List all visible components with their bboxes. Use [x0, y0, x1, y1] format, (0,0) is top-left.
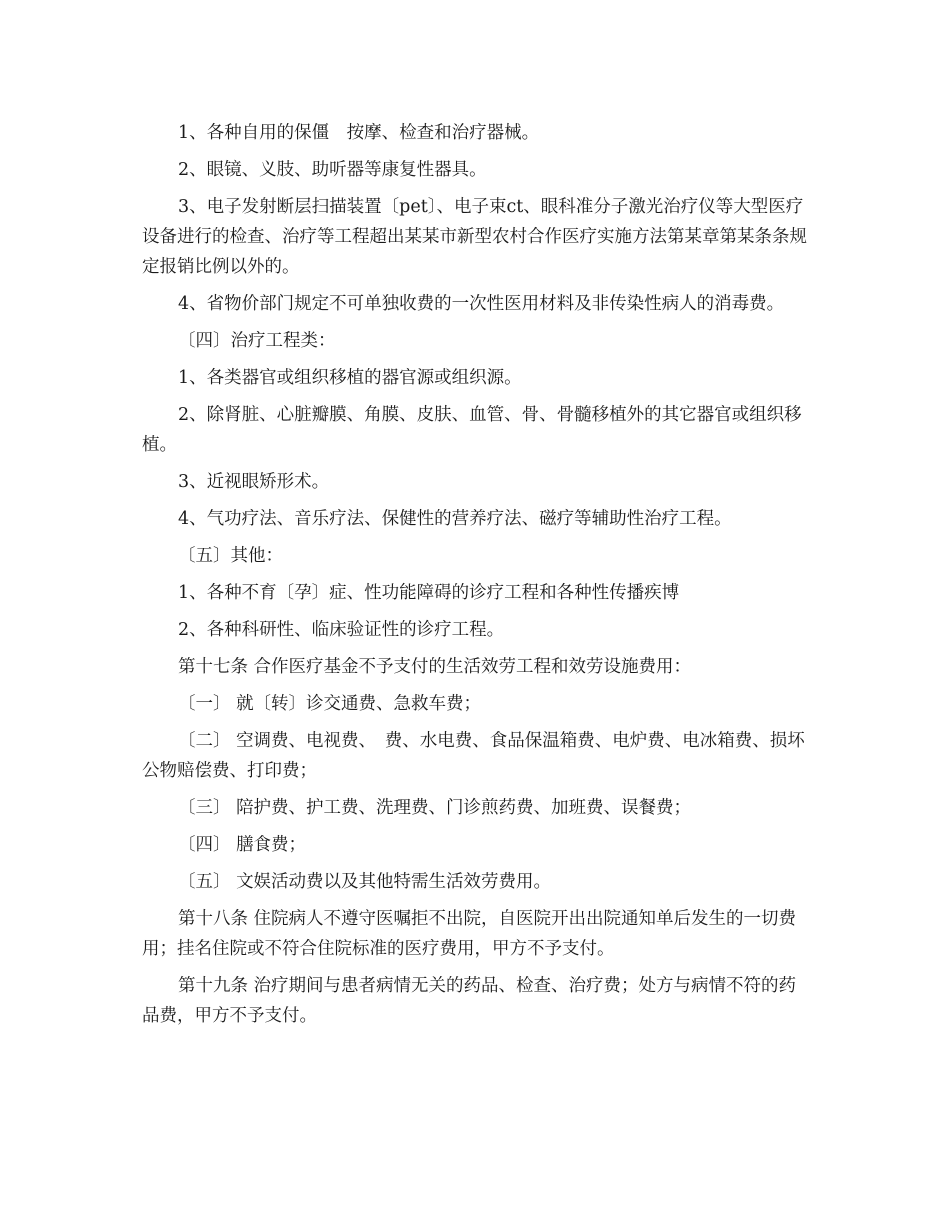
paragraph: 〔四〕 膳食费； — [178, 835, 307, 855]
document-body — [142, 118, 810, 1038]
paragraph: 4、省物价部门规定不可单独收费的一次性医用材料及非传染性病人的消毒费。 — [178, 294, 785, 314]
article-paragraph: 第十九条 治疗期间与患者病情无关的药品、检查、治疗费；处方与病情不符的药品费，甲方不予支付。 — [142, 976, 797, 1026]
paragraph: 2、眼镜、义肢、助听器等康复性器具。 — [178, 160, 487, 180]
paragraph: 1、各种不育〔孕〕症、性功能障碍的诊疗工程和各种性传播疾博 — [178, 583, 680, 603]
article-paragraph: 第十八条 住院病人不遵守医嘱拒不出院，自医院开出出院通知单后发生的一切费用；挂名住院或不符合住院标准的医疗费用，甲方不予支付。 — [142, 909, 797, 959]
paragraph: 〔一〕 就〔转〕诊交通费、急救车费； — [178, 694, 482, 714]
paragraph: 4、气功疗法、音乐疗法、保健性的营养疗法、磁疗等辅助性治疗工程。 — [178, 509, 732, 529]
paragraph: 2、除肾脏、心脏瓣膜、角膜、皮肤、血管、骨、骨髓移植外的其它器官或组织移植。 — [142, 405, 802, 455]
paragraph: 3、电子发射断层扫描装置〔pet〕、电子束ct、眼科准分子激光治疗仪等大型医疗设备进行的检查、治疗等工程超出某某市新型农村合作医疗实施方法第某章第某条条规定报销比例以外的。 — [142, 197, 807, 277]
section-heading: 〔五〕其他： — [178, 546, 283, 566]
paragraph: 1、各种自用的保僵 按摩、检查和治疗器械。 — [178, 123, 540, 143]
paragraph: 3、近视眼矫形术。 — [178, 472, 330, 492]
paragraph: 1、各类器官或组织移植的器官源或组织源。 — [178, 368, 522, 388]
section-heading: 〔四〕治疗工程类： — [178, 331, 336, 351]
article-paragraph: 第十七条 合作医疗基金不予支付的生活效劳工程和效劳设施费用： — [178, 657, 692, 677]
paragraph: 〔五〕 文娱活动费以及其他特需生活效劳费用。 — [178, 872, 552, 892]
paragraph: 2、各种科研性、临床验证性的诊疗工程。 — [178, 620, 505, 640]
paragraph: 〔三〕 陪护费、护工费、洗理费、门诊煎药费、加班费、误餐费； — [178, 798, 692, 818]
paragraph: 〔二〕 空调费、电视费、 费、水电费、食品保温箱费、电炉费、电冰箱费、损坏公物赔偿费、打印费； — [142, 731, 805, 781]
